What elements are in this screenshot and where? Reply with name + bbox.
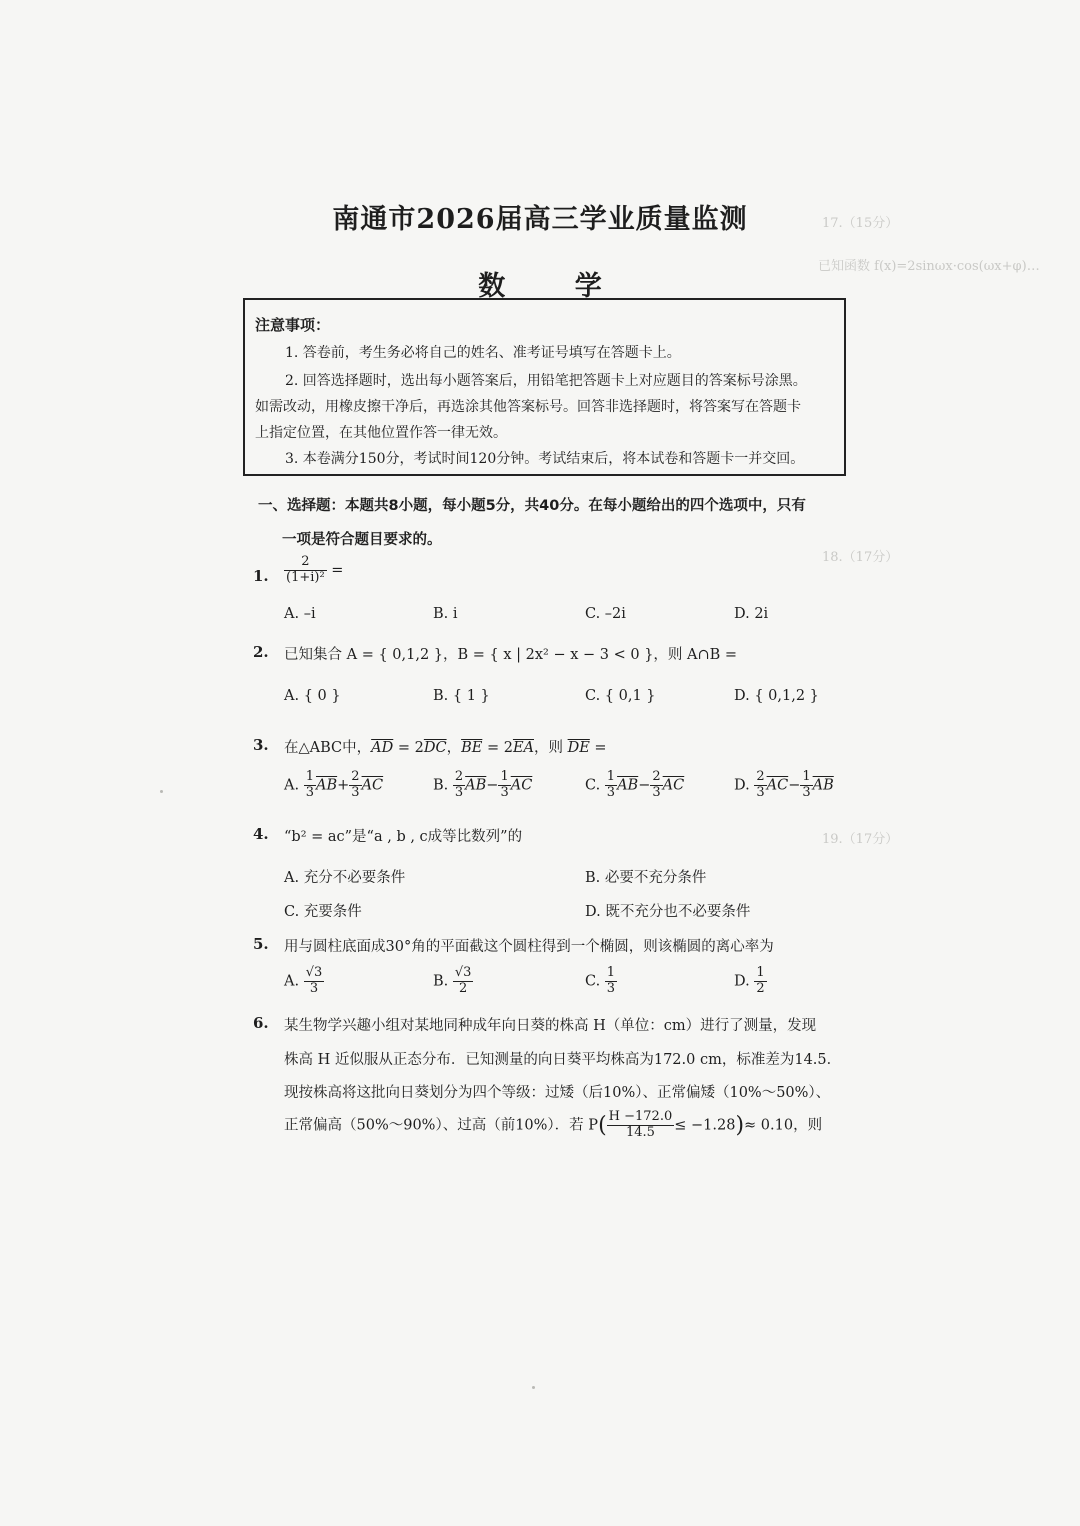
bleed-through-text: 17.（15分） — [822, 216, 899, 231]
vector: $\overline{AC}$ — [510, 777, 533, 794]
vector: $\overline{AD}$ — [371, 740, 394, 756]
option-d: D. 既不充分也不必要条件 — [585, 904, 751, 920]
bleed-through-text: 已知函数 f(x)=2sinωx·cos(ωx+φ)… — [818, 259, 1040, 274]
question-6-line: 某生物学兴趣小组对某地同种成年向日葵的株高 H（单位：cm）进行了测量，发现 — [284, 1018, 817, 1034]
vector: $\overline{EA}$ — [512, 740, 534, 756]
fraction-numerator: √3 — [305, 965, 323, 980]
question-number: 5. — [253, 935, 269, 953]
equals-sign: = — [331, 562, 344, 579]
open-paren: ( — [598, 1112, 607, 1138]
fraction-numerator: 2 — [652, 769, 661, 784]
fraction-denominator: (1+i)² — [286, 569, 325, 585]
section-header-cont: 一项是符合题目要求的。 — [282, 532, 442, 548]
stem-text: ≤ −1.28 — [674, 1117, 736, 1134]
vector: $\overline{AB}$ — [465, 777, 487, 794]
notice-line: 上指定位置，在其他位置作答一律无效。 — [255, 425, 507, 441]
fraction-numerator: 1 — [305, 769, 314, 784]
fraction-numerator: 2 — [756, 769, 765, 784]
fraction-denominator: 3 — [309, 980, 319, 996]
option-a: A. 充分不必要条件 — [284, 870, 406, 886]
vector: $\overline{AB}$ — [812, 777, 834, 794]
question-number: 6. — [253, 1014, 269, 1032]
bleed-through-text: 18.（17分） — [822, 550, 899, 565]
fraction-denominator: 2 — [459, 980, 468, 996]
vector: $\overline{BE}$ — [461, 740, 483, 756]
option-a — [284, 770, 383, 801]
stem-text: = 2 — [393, 740, 424, 756]
option-b: B. { 1 } — [433, 688, 490, 704]
option-label: C. — [585, 973, 601, 990]
notice-line: 1. 答卷前，考生务必将自己的姓名、准考证号填写在答题卡上。 — [285, 345, 681, 361]
fraction-denominator: 3 — [500, 784, 509, 800]
stem-text: 正常偏高（50%～90%）、过高（前10%）．若 P — [284, 1117, 599, 1134]
exam-title: 南通市2026届高三学业质量监测 — [332, 204, 748, 235]
question-1-fraction — [284, 555, 327, 586]
option-d — [734, 966, 767, 997]
vector: $\overline{AB}$ — [315, 777, 338, 794]
option-d: D. { 0,1,2 } — [734, 688, 819, 704]
option-label: A. — [284, 777, 300, 794]
scan-speck — [160, 790, 163, 793]
notice-line: 如需改动，用橡皮擦干净后，再选涂其他答案标号。回答非选择题时，将答案写在答题卡 — [255, 399, 801, 415]
fraction — [453, 966, 474, 997]
fraction — [498, 770, 510, 801]
stem-text: ， — [446, 740, 462, 756]
notice-heading: 注意事项： — [255, 316, 331, 334]
option-d: D. 2i — [734, 606, 769, 622]
fraction-denominator: 3 — [756, 784, 765, 800]
option-label: C. — [585, 777, 601, 794]
fraction — [650, 770, 662, 801]
fraction — [605, 770, 617, 801]
option-b: B. i — [433, 606, 458, 622]
fraction-numerator: 1 — [802, 769, 811, 784]
option-b: B. 必要不充分条件 — [585, 870, 707, 886]
fraction-numerator: 2 — [454, 769, 464, 784]
fraction-denominator: 2 — [756, 980, 765, 996]
fraction-numerator: H −172.0 — [608, 1109, 673, 1124]
stem-text: 在△ABC中， — [284, 740, 372, 756]
fraction-numerator: 1 — [756, 965, 765, 980]
fraction-denominator: 3 — [305, 784, 314, 800]
option-d — [734, 770, 834, 801]
option-a: A. { 0 } — [284, 688, 341, 704]
fraction-denominator: 14.5 — [625, 1124, 655, 1140]
stem-text: ，则 — [534, 740, 568, 756]
fraction — [349, 770, 361, 801]
notice-box — [243, 298, 846, 476]
stem-text: ≈ 0.10，则 — [744, 1117, 823, 1134]
fraction-denominator: 3 — [652, 784, 661, 800]
question-number: 2. — [253, 643, 269, 661]
stem-text: = — [589, 740, 607, 756]
operator: − — [638, 777, 651, 794]
option-label: B. — [433, 777, 449, 794]
fraction — [605, 966, 617, 997]
stem-text: = 2 — [482, 740, 513, 756]
question-number: 1. — [253, 567, 269, 585]
question-3-stem — [284, 736, 607, 757]
question-6-line: 株高 H 近似服从正态分布．已知测量的向日葵平均株高为172.0 cm，标准差为14.5． — [284, 1052, 842, 1068]
fraction-numerator: 2 — [351, 769, 360, 784]
vector: $\overline{AC}$ — [361, 777, 384, 794]
question-6-line — [284, 1110, 822, 1141]
option-c — [585, 770, 684, 801]
question-4-stem: “b² = ac”是“a , b , c成等比数列”的 — [284, 829, 523, 845]
option-label: D. — [734, 973, 750, 990]
option-c: C. –2i — [585, 606, 626, 622]
bleed-through-text: 19.（17分） — [822, 832, 899, 847]
question-number: 4. — [253, 825, 269, 843]
section-header: 一、选择题：本题共8小题，每小题5分，共40分。在每小题给出的四个选项中，只有 — [258, 498, 806, 514]
vector: $\overline{AC}$ — [662, 777, 685, 794]
operator: − — [486, 777, 499, 794]
notice-line: 2. 回答选择题时，选出每小题答案后，用铅笔把答题卡上对应题目的答案标号涂黑。 — [285, 373, 807, 389]
fraction-denominator: 3 — [454, 784, 464, 800]
fraction — [304, 966, 325, 997]
fraction — [607, 1110, 675, 1141]
fraction-denominator: 3 — [351, 784, 360, 800]
option-a: A. –i — [284, 606, 316, 622]
option-a — [284, 966, 324, 997]
option-b — [433, 966, 473, 997]
fraction-numerator: √3 — [454, 965, 472, 980]
option-c — [585, 966, 617, 997]
fraction — [754, 966, 766, 997]
fraction-numerator: 1 — [606, 965, 616, 980]
option-b — [433, 770, 532, 801]
fraction-numerator: 2 — [284, 555, 327, 571]
question-1-stem — [284, 555, 343, 586]
question-2-stem: 已知集合 A = { 0,1,2 }，B = { x | 2x² − x − 3 < 0 }，则 A∩B = — [284, 647, 738, 663]
notice-line: 3. 本卷满分150分，考试时间120分钟。考试结束后，将本试卷和答题卡一并交回。 — [285, 451, 805, 467]
fraction — [800, 770, 812, 801]
question-5-stem: 用与圆柱底面成30°角的平面截这个圆柱得到一个椭圆，则该椭圆的离心率为 — [284, 939, 774, 955]
scan-speck — [532, 1386, 535, 1389]
vector: $\overline{AC}$ — [766, 777, 789, 794]
operator: + — [337, 777, 350, 794]
fraction-denominator: 3 — [606, 980, 616, 996]
fraction-numerator: 1 — [500, 769, 509, 784]
question-number: 3. — [253, 736, 269, 754]
close-paren: ) — [735, 1112, 745, 1138]
vector: $\overline{DE}$ — [567, 740, 590, 756]
fraction-denominator: 3 — [802, 784, 811, 800]
vector: $\overline{DC}$ — [423, 740, 447, 756]
vector: $\overline{AB}$ — [617, 777, 639, 794]
option-c: C. { 0,1 } — [585, 688, 656, 704]
exam-subject: 数 学 — [478, 271, 632, 302]
fraction — [304, 770, 316, 801]
option-label: A. — [284, 973, 300, 990]
option-label: D. — [734, 777, 750, 794]
fraction — [453, 770, 465, 801]
fraction — [754, 770, 766, 801]
option-label: B. — [433, 973, 449, 990]
operator: − — [788, 777, 801, 794]
option-c: C. 充要条件 — [284, 904, 362, 920]
question-6-line: 现按株高将这批向日葵划分为四个等级：过矮（后10%）、正常偏矮（10%～50%）、 — [284, 1085, 831, 1101]
fraction-denominator: 3 — [606, 784, 616, 800]
fraction-numerator: 1 — [606, 769, 616, 784]
